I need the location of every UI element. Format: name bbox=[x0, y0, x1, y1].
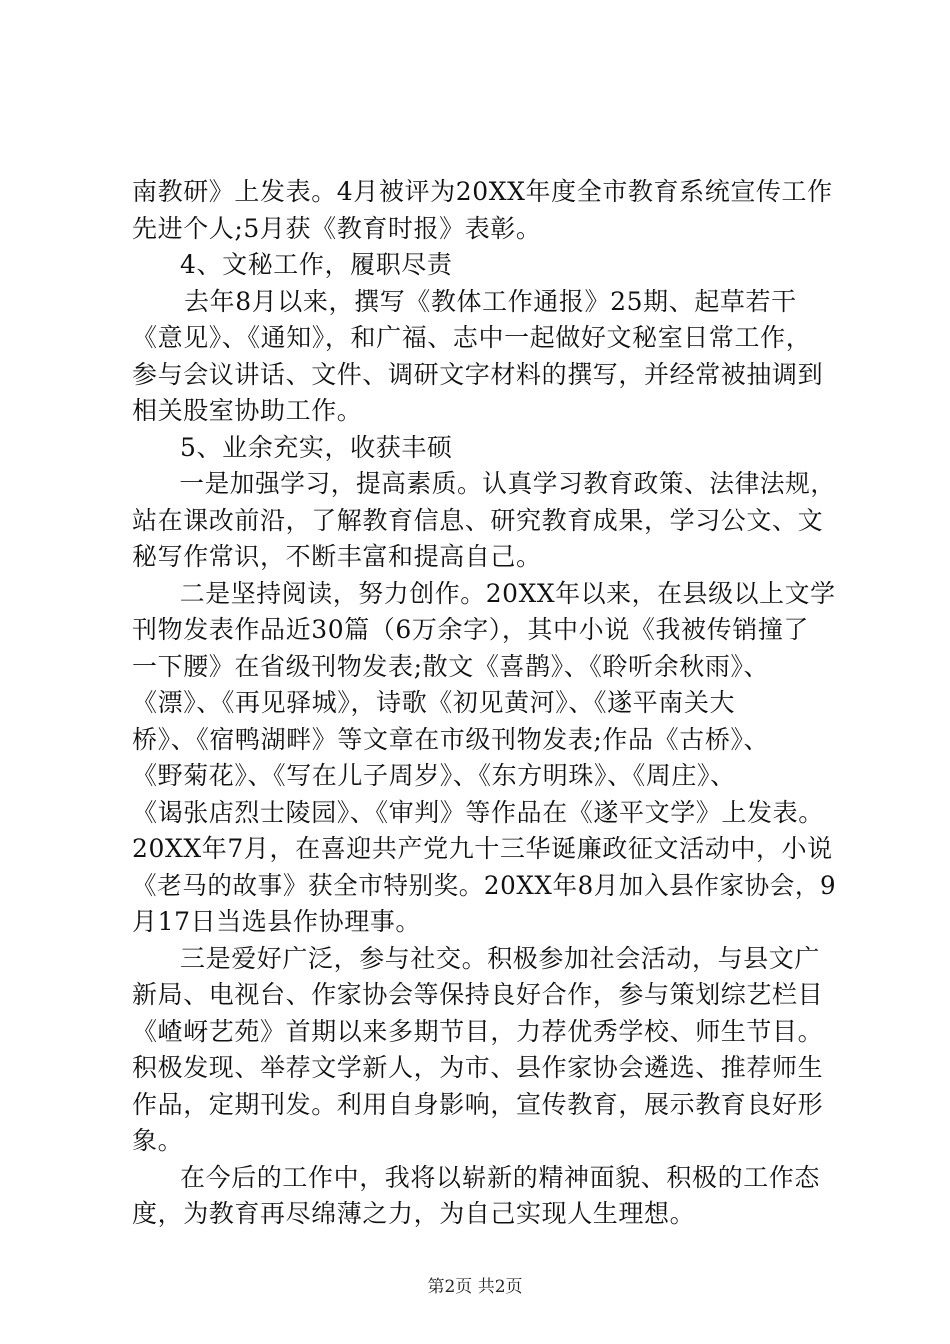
text-line: 《嵖岈艺苑》首期以来多期节目，力荐优秀学校、师生节目。 bbox=[132, 1016, 824, 1046]
text-line: 一下腰》在省级刊物发表;散文《喜鹊》、《聆听余秋雨》、 bbox=[132, 651, 770, 681]
text-line: 先进个人;5月获《教育时报》表彰。 bbox=[132, 213, 542, 243]
text-line: 三是爱好广泛，参与社交。积极参加社会活动，与县文广 bbox=[180, 943, 821, 973]
text-line: 月17日当选县作协理事。 bbox=[132, 907, 422, 936]
document-body bbox=[132, 174, 836, 1233]
text-line: 4、文秘工作，履职尽责 bbox=[180, 250, 453, 279]
text-line: 《意见》、《通知》，和广福、志中一起做好文秘室日常工作， bbox=[132, 323, 812, 352]
text-line: 相关股室协助工作。 bbox=[132, 396, 363, 425]
text-line: 刊物发表作品近30篇（6万余字），其中小说《我被传销撞了 bbox=[132, 615, 810, 644]
text-line: 《谒张店烈士陵园》、《审判》等作品在《遂平文学》上发表。 bbox=[132, 797, 824, 827]
text-line: 作品，定期刊发。利用自身影响，宣传教育，展示教育良好形 bbox=[132, 1089, 824, 1119]
text-line: 参与会议讲话、文件、调研文字材料的撰写，并经常被抽调到 bbox=[132, 359, 824, 389]
text-line: 二是坚持阅读，努力创作。20XX年以来，在县级以上文学 bbox=[179, 578, 836, 608]
text-line: 桥》、《宿鸭湖畔》等文章在市级刊物发表;作品《古桥》、 bbox=[132, 724, 770, 754]
text-line: 《老马的故事》获全市特别奖。20XX年8月加入县作家协会，9 bbox=[132, 870, 837, 900]
text-line: 南教研》上发表。4月被评为20XX年度全市教育系统宣传工作 bbox=[132, 177, 833, 206]
text-line: 象。 bbox=[132, 1126, 184, 1155]
text-line: 在今后的工作中，我将以崭新的精神面貌、积极的工作态 bbox=[180, 1162, 821, 1192]
text-line: 一是加强学习，提高素质。认真学习教育政策、法律法规， bbox=[179, 469, 836, 498]
text-line: 《野菊花》、《写在儿子周岁》、《东方明珠》、《周庄》、 bbox=[132, 761, 736, 790]
text-line: 新局、电视台、作家协会等保持良好合作，参与策划综艺栏目 bbox=[132, 980, 824, 1009]
text-line: 去年8月以来，撰写《教体工作通报》25期、起草若干 bbox=[184, 286, 797, 316]
text-line: 5、业余充实，收获丰硕 bbox=[180, 432, 453, 462]
page-footer: 第2页 共2页 bbox=[427, 1277, 523, 1297]
text-line: 20XX年7月，在喜迎共产党九十三华诞廉政征文活动中，小说 bbox=[132, 834, 833, 863]
text-line: 秘写作常识，不断丰富和提高自己。 bbox=[132, 542, 542, 571]
text-line: 《漂》、《再见驿城》，诗歌《初见黄河》、《遂平南关大 bbox=[132, 688, 736, 717]
text-line: 积极发现、举荐文学新人，为市、县作家协会遴选、推荐师生 bbox=[132, 1053, 824, 1082]
text-line: 度，为教育再尽绵薄之力，为自己实现人生理想。 bbox=[132, 1199, 696, 1228]
text-line: 站在课改前沿，了解教育信息、研究教育成果，学习公文、文 bbox=[132, 505, 824, 535]
